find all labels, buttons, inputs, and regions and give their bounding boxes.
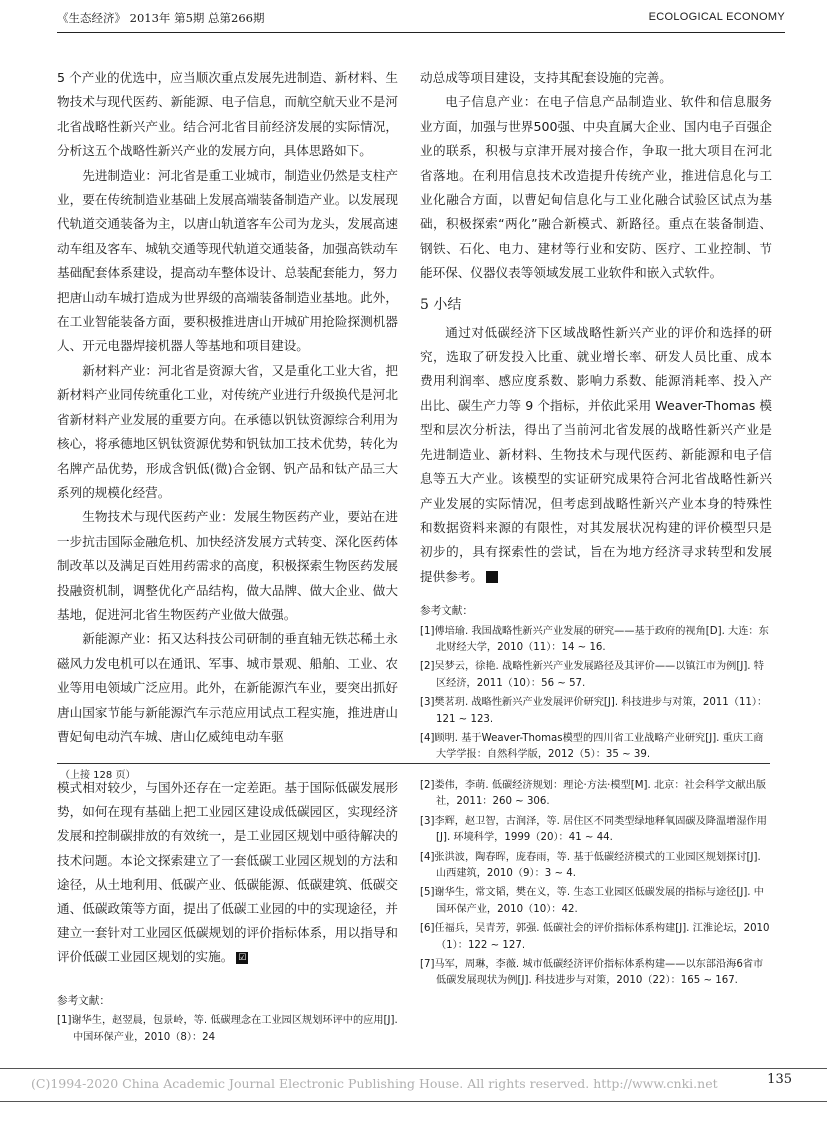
reference-item: [4]张洪波，陶春晖，庞春雨，等. 基于低碳经济模式的工业园区规划探讨[J]. 山西建筑，2010（9）：3 ~ 4. (420, 851, 761, 880)
references-title: 参考文献： (57, 995, 110, 1007)
conclusion-text: 通过对低碳经济下区域战略性新兴产业的评价和选择的研究，选取了研发投入比重、就业增长率、研发人员比重、成本费用利润率、感应度系数、影响力系数、能源消耗率、投入产出比、碳生产力等 9 个指标，并依此采用 Weaver-Thomas 模型和层次分析法，得出了当前河北省发展的战略性新兴产业是先进制造业、新材料、生物技术与现代医药、新能源和电子信息等五大产业。该模型的实证研究成果符合河北省战略性新兴产业发展的实际情况，但考虑到战略性新兴产业本身的特殊性和数据资料来源的有限性，对其发展状况构建的评价模型只是初步的，具有探索性的尝试，旨在为地方经济寻求转型和发展提供参考。 (420, 324, 772, 584)
continued-from-note: （上接 128 页） (60, 770, 136, 781)
reference-item: [7]马军，周琳，李薇. 城市低碳经济评价指标体系构建——以东部沿海6省市低碳发展现状为例[J]. 科技进步与对策，2010（22）：165 ~ 167. (420, 959, 764, 987)
copyright-watermark: (C)1994-2020 China Academic Journal Electronic Publishing House. All rights reserved. http://www.cnki.net (31, 1076, 718, 1091)
section-title: 5 小结 (420, 296, 462, 313)
references-title: 参考文献： (420, 605, 473, 618)
references (420, 603, 772, 764)
reference-item: [5]谢华生，常文韬，樊在义，等. 生态工业园区低碳发展的指标与途径[J]. 中国环保产业，2010（10）：42. (420, 887, 764, 915)
paragraph: 5 个产业的优选中，应当顺次重点发展先进制造、新材料、生物技术与现代医药、新能源、电子信息，而航空航天业不是河北省战略性新兴产业。结合河北省目前经济发展的实际情况，分析这五个战略性新兴产业的发展方向，具体思路如下。 (57, 70, 398, 159)
paragraph: 电子信息产业：在电子信息产品制造业、软件和信息服务业方面，加强与世界500强、中央直属大企业、国内电子百强企业的联系，积极与京津开展对接合作，争取一批大项目在河北省落地。在利用信息技术改造提升传统产业，推进信息化与工业化融合方面，以曹妃甸信息化与工业化融合试验区试点为基础，积极探索“两化”融合新模式、新路径。重点在装备制造、钢铁、石化、电力、建材等行业和安防、医疗、工业控制、节能环保、仪器仪表等领域发展工业软件和嵌入式软件。 (420, 94, 772, 281)
running-header-journal-en: ECOLOGICAL ECONOMY (648, 11, 785, 23)
paragraph: 模式相对较少，与国外还存在一定差距。基于国际低碳发展形势，如何在现有基础上把工业园区建设成低碳园区，实现经济发展和控制碳排放的有效统一，是工业园区规划中亟待解决的技术问题。本论文探索建立了一套低碳工业园区规划的方法和途径，从土地利用、低碳产业、低碳能源、低碳建筑、低碳交通、低碳政策等方面，提出了低碳工业园的中的实现途径，并建立一套针对工业园区低碳规划的评价指标体系，用以指导和评价低碳工业园区规划的实施。 (57, 780, 398, 965)
conclusion-paragraph (420, 321, 772, 589)
reference-item: [2]娄伟，李萌. 低碳经济规划：理论·方法·模型[M]. 北京：社会科学文献出版社，2011：260 ~ 306. (420, 780, 767, 808)
reference-item: [2]吴梦云，徐艳. 战略性新兴产业发展路径及其评价——以镇江市为例[J]. 特区经济，2011（10）：56 ~ 57. (420, 661, 764, 689)
article-divider (57, 763, 770, 764)
reference-item: [3]李辉，赵卫智，古润泽，等. 居住区不同类型绿地释氧固碳及降温增湿作用[J]. 环境科学，1999（20）：41 ~ 44. (420, 815, 767, 844)
page-number: 135 (767, 1072, 792, 1087)
continued-references-left (57, 993, 398, 1049)
continued-references-right (420, 778, 772, 993)
paragraph: 先进制造业：河北省是重工业城市，制造业仍然是支柱产业，要在传统制造业基础上发展高端装备制造产业。以发展现代轨道交通装备为主，以唐山轨道客车公司为龙头，发展高速动车组及客车、城轨交通等现代轨道交通装备，加强高铁动车基础配套体系建设，提高动车整体设计、总装配套能力，努力把唐山动车城打造成为世界级的高端装备制造业基地。此外，在工业智能装备方面，要积极推进唐山开城矿用抢险探测机器人、开元电器焊接机器人等基地和项目建设。 (57, 167, 398, 354)
end-mark-icon: ☑ (486, 571, 498, 583)
continued-article-text (57, 776, 398, 970)
reference-item: [6]任福兵，吴青芳，郭强. 低碳社会的评价指标体系构建[J]. 江淮论坛，2010（1）：122 ~ 127. (420, 923, 770, 951)
paragraph: 新材料产业：河北省是资源大省，又是重化工业大省，把新材料产业同传统重化工业，对传统产业进行升级换代是河北省新材料产业发展的重要方向。在承德以钒钛资源综合利用为核心，将承德地区钒钛资源优势和钒钛加工技术优势，转化为名牌产品优势，形成含钒低(微)合金钢、钒产品和钛产品三大系列的规模化经营。 (57, 362, 398, 500)
running-header-journal: 《生态经济》 2013年 第5期 总第266期 (57, 11, 265, 25)
end-mark-icon: ☑ (238, 952, 247, 963)
right-column (420, 66, 772, 767)
header-rule (57, 32, 785, 33)
paragraph: 动总成等项目建设，支持其配套设施的完善。 (420, 70, 672, 85)
left-column (57, 66, 398, 749)
reference-item: [4]顾明. 基于Weaver-Thomas模型的四川省工业战略产业研究[J]. 重庆工商大学学报：自然科学版，2012（5）：35 ~ 39. (420, 732, 764, 761)
paragraph: 生物技术与现代医药产业：发展生物医药产业，要站在进一步抗击国际金融危机、加快经济发展方式转变、深化医药体制改革以及满足百姓用药需求的高度，积极探索生物医药发展投融资机制，调整优化产品结构，做大品牌、做大企业、做大基地，促进河北省生物医药产业做大做强。 (57, 509, 398, 622)
reference-item: [1]傅培瑜. 我国战略性新兴产业发展的研究——基于政府的视角[D]. 大连：东北财经大学，2010（11）：14 ~ 16. (420, 625, 769, 653)
reference-item: [3]樊茗玥. 战略性新兴产业发展评价研究[J]. 科技进步与对策，2011（11）：121 ~ 123. (420, 697, 768, 725)
reference-item: [1]谢华生，赵翌晨，包景岭，等. 低碳理念在工业园区规划环评中的应用[J]. 中国环保产业，2010（8）：24 (57, 1015, 398, 1043)
paragraph: 新能源产业：拓又达科技公司研制的垂直轴无铁芯稀土永磁风力发电机可以在通讯、军事、城市景观、船舶、工业、农业等用电领域广泛应用。此外，在新能源汽车业，要突出抓好唐山国家节能与新能源汽车示范应用试点工程实施，推进唐山曹妃甸电动汽车城、唐山亿威纯电动车驱 (57, 631, 398, 744)
